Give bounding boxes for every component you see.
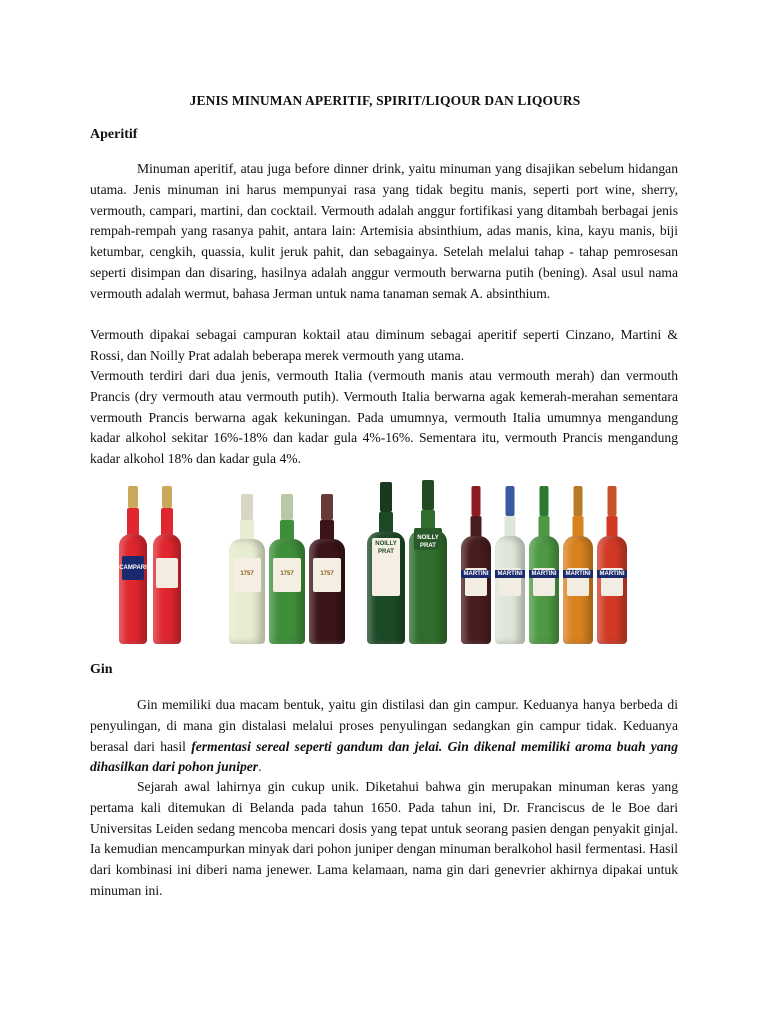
paragraph-aperitif-1: Minuman aperitif, atau juga before dinner drink, yaitu minuman yang disajikan sebelum hidangan utama. Jenis minuman ini harus mempunyai rasa yang tidak begitu manis, seperti port wine, sherry, vermouth, campari, martini, dan cocktail. Vermouth adalah anggur fortifikasi yang ditambah berbagai jenis rempah-rempah yang rasanya pahit, antara lain: Artemisia absinthium, adas manis, kina, kayu manis, biji ketumbar, cengkih, quassia, kulit jeruk pahit, dan sebagainya. Setelah melalui tahap - tahap pemrosesan seperti disimpan dan disaring, hasilnya adalah anggur vermouth berwarna putih (bening). Asal usul nama vermouth adalah wermut, bahasa Jerman untuk nama tanaman semak A. absinthium. [90,161,678,301]
campari-label: CAMPARI [119,565,147,571]
aperitif-bottles-image [95,478,635,648]
gin-period: . [258,759,262,775]
paragraph-aperitif-3: Vermouth terdiri dari dua jenis, vermouth Italia (vermouth manis atau vermouth merah) dan vermouth Prancis (dry vermouth atau vermouth putih). Vermouth Italia berwarna agak kemerah-merahan sementara vermouth Prancis berwarna agak kekuningan. Pada umumnya, vermouth Italia umumnya mengandung kadar alkohol sekitar 16%-18% dan kadar gula 4%-16%. Sementara itu, vermouth Prancis mengandung kadar alkohol 18% dan kadar gula 4%. [90,368,678,467]
noilly-label: NOILLY PRAT [417,535,439,549]
campari-bottle [119,486,147,644]
cinzano-extra-dry-bottle [269,494,305,644]
noilly-prat-bottle [367,482,405,644]
noilly-prat-bottle [409,480,447,644]
cinzano-year-label: 1757 [320,571,334,577]
martini-bianco-bottle [495,486,525,644]
martini-extra-dry-bottle [529,486,559,644]
gin-emphasis: fermentasi sereal seperti gandum dan jelai. Gin dikenal memiliki aroma buah yang dihasilkan dari pohon juniper [90,738,678,775]
martini-label: MARTINI [597,570,627,578]
martini-rosso-bottle [461,486,491,644]
paragraph-gin-1 [90,695,678,778]
cinzano-bianco-bottle [229,494,265,644]
section-heading-aperitif: Aperitif [90,127,138,142]
noilly-label: NOILLY PRAT [375,541,397,555]
paragraph-gin-2: Sejarah awal lahirnya gin cukup unik. Diketahui bahwa gin merupakan minuman keras yang pertama kali ditemukan di Belanda pada tahun 1650. Pada tahun ini, Dr. Franciscus de le Boe dari Universitas Leiden sedang mencoba mencari dosis yang tepat untuk seorang pasien dengan penyakit ginjal. Ia kemudian mencampurkan minyak dari pohon juniper dengan minuman beralkohol hasil fermentasi. Hasil dari kombinasi ini diberi nama jenewer. Lama kelamaan, nama gin dari genevrier akhirnya dipakai untuk minuman ini. [90,779,678,898]
cinzano-year-label: 1757 [280,571,294,577]
martini-label: MARTINI [563,570,593,578]
paragraph-aperitif-2: Vermouth dipakai sebagai campuran koktail atau diminum sebagai aperitif seperti Cinzano, Martini & Rossi, dan Noilly Prat adalah beberapa merek vermouth yang utama. [90,327,678,363]
cinzano-rosso-bottle [309,494,345,644]
gin-text: Gin memiliki dua macam bentuk, yaitu gin distilasi dan gin campur. Keduanya hanya berbeda di penyulingan, di mana gin distalasi melalui proses penyulingan sedangkan gin campur tidak. Keduanya berasal dari hasil [90,697,678,754]
section-heading-gin: Gin [90,662,113,677]
martini-label: MARTINI [461,570,491,578]
martini-dorato-bottle [563,486,593,644]
document-title: JENIS MINUMAN APERITIF, SPIRIT/LIQOUR DAN LIQOURS [189,93,581,108]
cinzano-year-label: 1757 [240,571,254,577]
campari-bottle [153,486,181,644]
martini-label: MARTINI [529,570,559,578]
martini-label: MARTINI [495,570,525,578]
martini-rosato-bottle [597,486,627,644]
